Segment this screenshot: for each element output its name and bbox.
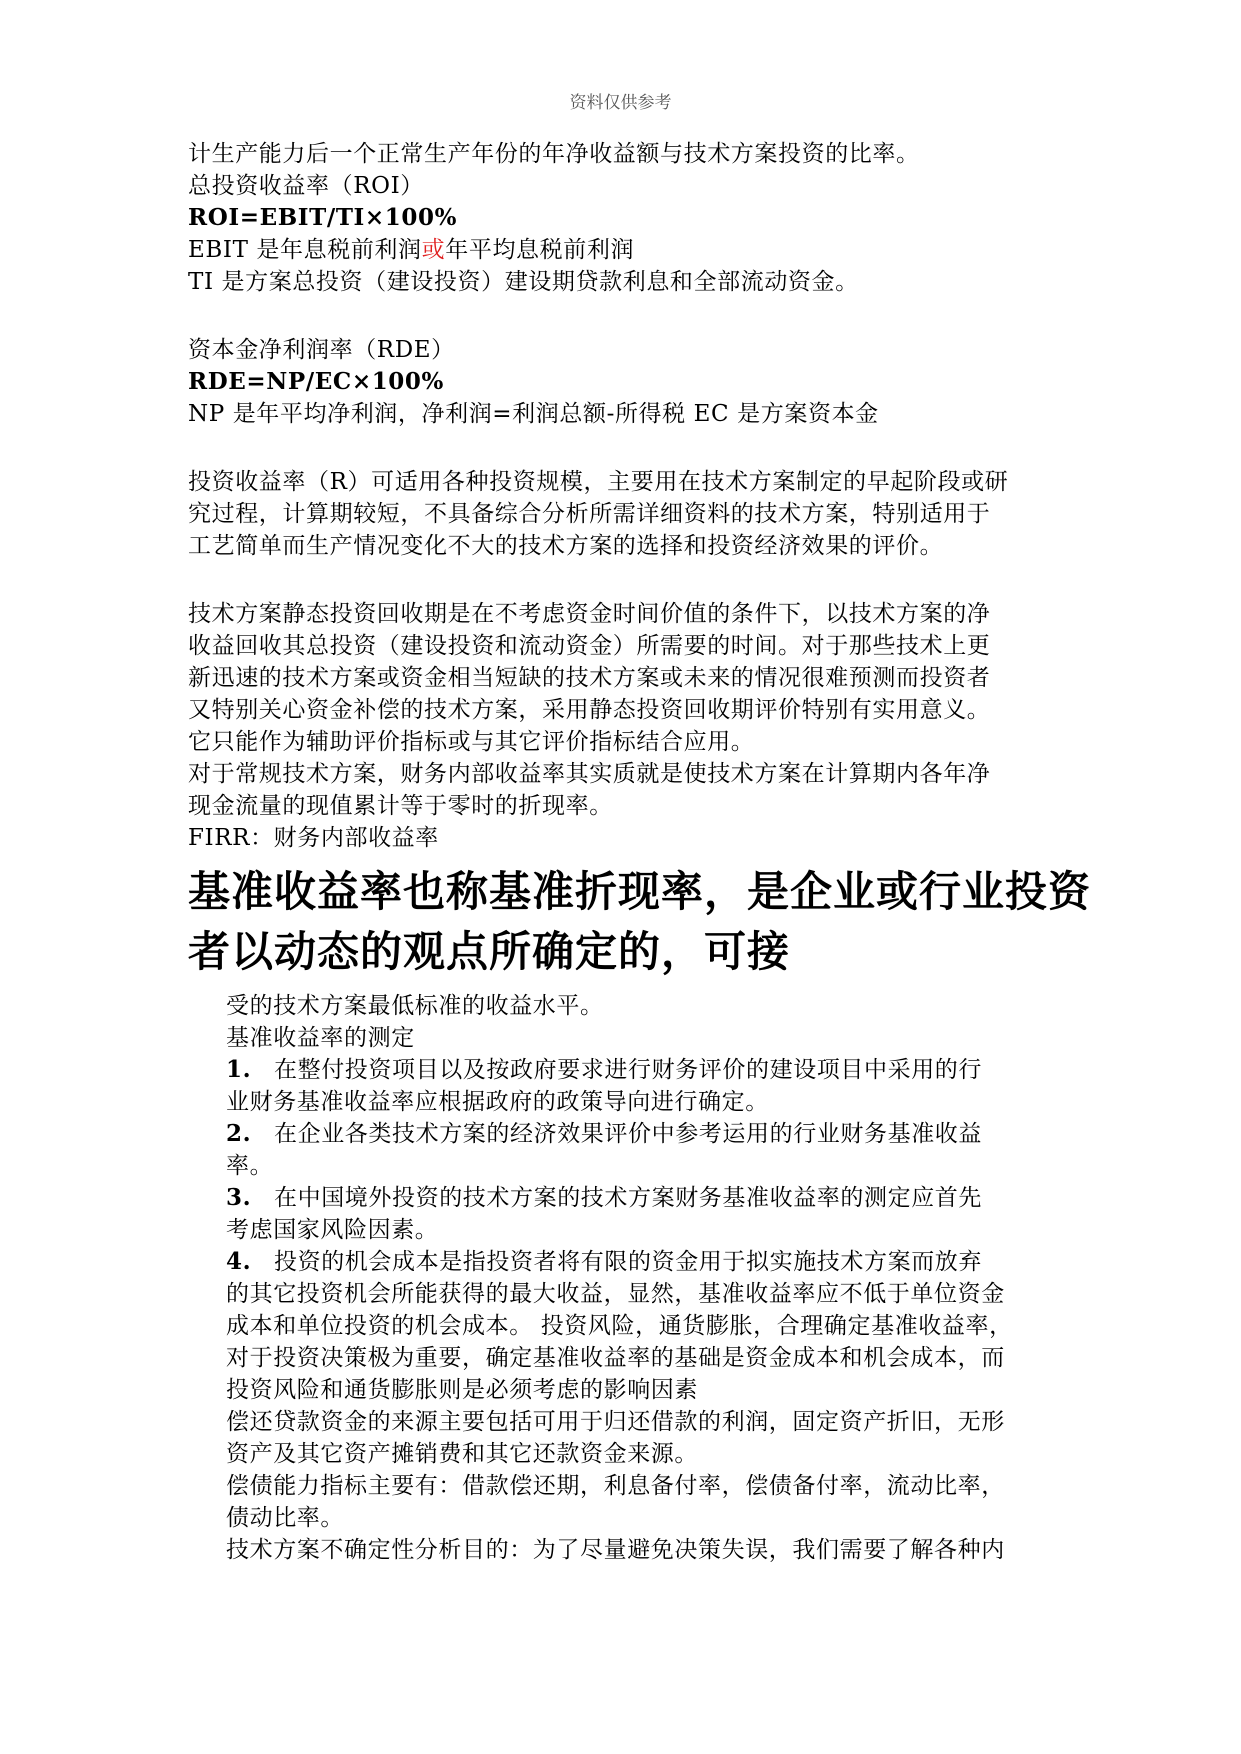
text-line: TI 是方案总投资（建设投资）建设期贷款利息和全部流动资金。 [188, 269, 859, 295]
text-line: 资本金净利润率（RDE） [188, 337, 455, 363]
list-text: 在企业各类技术方案的经济效果评价中参考运用的行业财务基准收益 [274, 1121, 982, 1147]
page-header: 资料仅供参考 [569, 93, 672, 113]
list-item [226, 1118, 982, 1150]
list-item [226, 1182, 982, 1214]
text-line: 投资风险和通货膨胀则是必须考虑的影响因素 [226, 1377, 698, 1403]
text-line: 率。 [226, 1153, 274, 1179]
text-line: 总投资收益率（ROI） [188, 173, 424, 199]
heading-line: 者以动态的观点所确定的，可接 [188, 927, 791, 976]
text-line: 收益回收其总投资（建设投资和流动资金）所需要的时间。对于那些技术上更 [188, 633, 991, 659]
text-line: 新迅速的技术方案或资金相当短缺的技术方案或未来的情况很难预测而投资者 [188, 665, 991, 691]
formula-roi: ROI=EBIT/TI×100% [188, 204, 458, 231]
list-item [226, 1054, 982, 1086]
text-line: 它只能作为辅助评价指标或与其它评价指标结合应用。 [188, 729, 755, 755]
text-line: 现金流量的现值累计等于零时的折现率。 [188, 793, 613, 819]
text-line [188, 234, 634, 266]
text-line: 基准收益率的测定 [226, 1025, 415, 1051]
list-number: 4. [226, 1248, 252, 1275]
list-text: 投资的机会成本是指投资者将有限的资金用于拟实施技术方案而放弃 [274, 1249, 982, 1275]
text-line: 计生产能力后一个正常生产年份的年净收益额与技术方案投资的比率。 [188, 141, 920, 167]
list-text: 在中国境外投资的技术方案的技术方案财务基准收益率的测定应首先 [274, 1185, 982, 1211]
text-line: 工艺简单而生产情况变化不大的技术方案的选择和投资经济效果的评价。 [188, 533, 944, 559]
highlight-text: 或 [421, 237, 446, 263]
list-number: 2. [226, 1120, 252, 1147]
text-line: 偿还贷款资金的来源主要包括可用于归还借款的利润，固定资产折旧，无形 [226, 1409, 1005, 1435]
heading-line: 基准收益率也称基准折现率，是企业或行业投资 [188, 867, 1092, 916]
text-segment: EBIT 是年息税前利润 [188, 237, 422, 263]
text-line: 考虑国家风险因素。 [226, 1217, 439, 1243]
text-line: 业财务基准收益率应根据政府的政策导向进行确定。 [226, 1089, 769, 1115]
text-line: FIRR：财务内部收益率 [188, 825, 439, 851]
list-text: 在整付投资项目以及按政府要求进行财务评价的建设项目中采用的行 [274, 1057, 982, 1083]
text-line: 又特别关心资金补偿的技术方案，采用静态投资回收期评价特别有实用意义。 [188, 697, 991, 723]
text-segment: 年平均息税前利润 [445, 237, 635, 263]
list-item [226, 1246, 982, 1278]
text-line: 债动比率。 [226, 1505, 344, 1531]
text-line: 受的技术方案最低标准的收益水平。 [226, 993, 604, 1019]
text-line: 对于常规技术方案，财务内部收益率其实质就是使技术方案在计算期内各年净 [188, 761, 991, 787]
text-line: 偿债能力指标主要有：借款偿还期，利息备付率，偿债备付率，流动比率， [226, 1473, 1005, 1499]
text-line: 技术方案不确定性分析目的：为了尽量避免决策失误，我们需要了解各种内 [226, 1537, 1005, 1563]
text-line: 的其它投资机会所能获得的最大收益，显然，基准收益率应不低于单位资金 [226, 1281, 1005, 1307]
text-line: 投资收益率（R）可适用各种投资规模，主要用在技术方案制定的早起阶段或研 [188, 469, 1009, 495]
list-number: 1. [226, 1056, 252, 1083]
text-line: NP 是年平均净利润，净利润=利润总额-所得税 EC 是方案资本金 [188, 401, 879, 427]
formula-rde: RDE=NP/EC×100% [188, 368, 444, 395]
list-number: 3. [226, 1184, 252, 1211]
text-line: 技术方案静态投资回收期是在不考虑资金时间价值的条件下，以技术方案的净 [188, 601, 991, 627]
text-line: 资产及其它资产摊销费和其它还款资金来源。 [226, 1441, 698, 1467]
text-line: 成本和单位投资的机会成本。 投资风险，通货膨胀，合理确定基准收益率， [226, 1313, 1013, 1339]
text-line: 究过程，计算期较短，不具备综合分析所需详细资料的技术方案，特别适用于 [188, 501, 991, 527]
text-line: 对于投资决策极为重要，确定基准收益率的基础是资金成本和机会成本，而 [226, 1345, 1005, 1371]
